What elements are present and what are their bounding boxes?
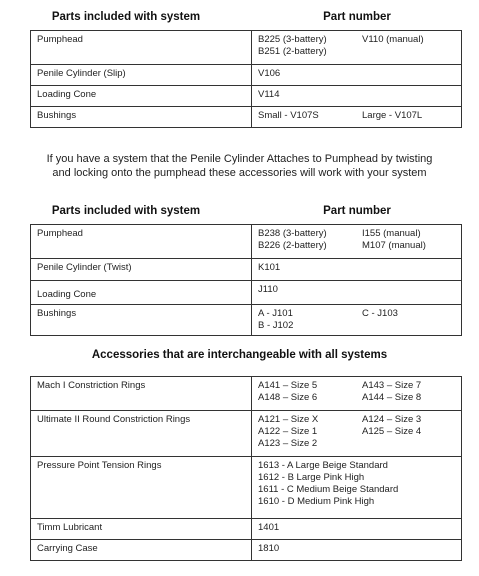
part-number: V114 xyxy=(252,86,357,107)
section2-header-part-number: Part number xyxy=(323,205,391,217)
part-number-alt: C - J103 xyxy=(356,305,462,336)
table-row xyxy=(31,305,462,336)
table-row xyxy=(31,225,462,259)
part-number: V106 xyxy=(252,65,357,86)
table-row xyxy=(31,377,462,411)
accessory-number: 1401 xyxy=(252,519,462,540)
part-name: Loading Cone xyxy=(31,281,252,305)
section1-table xyxy=(30,30,462,128)
part-number-alt: V110 (manual) xyxy=(356,31,462,65)
table-row xyxy=(31,86,462,107)
table-row xyxy=(31,31,462,65)
accessory-name: Ultimate II Round Constriction Rings xyxy=(31,411,252,457)
table-row xyxy=(31,519,462,540)
part-name: Pumphead xyxy=(31,225,252,259)
note-line: If you have a system that the Penile Cylinder Attaches to Pumphead by twisting xyxy=(46,153,433,165)
section2-header-parts: Parts included with system xyxy=(51,205,201,217)
part-name: Bushings xyxy=(31,305,252,336)
part-number: K101 xyxy=(252,259,357,281)
accessory-number: A121 – Size X A122 – Size 1 A123 – Size 2 xyxy=(252,411,357,457)
part-number-alt: I155 (manual) M107 (manual) xyxy=(356,225,462,259)
accessory-number-alt: A124 – Size 3 A125 – Size 4 xyxy=(356,411,462,457)
accessory-number: 1810 xyxy=(252,540,462,561)
note-line: and locking onto the pumphead these accessories will work with your system xyxy=(52,167,427,179)
table-row xyxy=(31,259,462,281)
part-name: Loading Cone xyxy=(31,86,252,107)
part-number-alt xyxy=(356,259,462,281)
section1-header-parts: Parts included with system xyxy=(51,11,201,23)
section2-table xyxy=(30,224,462,336)
part-number: Small - V107S xyxy=(252,107,357,128)
part-number: B225 (3-battery) B251 (2-battery) xyxy=(252,31,357,65)
part-number-alt xyxy=(356,281,462,305)
part-name: Pumphead xyxy=(31,31,252,65)
accessory-number: A141 – Size 5 A148 – Size 6 xyxy=(252,377,357,411)
accessory-name: Timm Lubricant xyxy=(31,519,252,540)
table-row xyxy=(31,65,462,86)
part-number: A - J101 B - J102 xyxy=(252,305,357,336)
accessory-name: Pressure Point Tension Rings xyxy=(31,457,252,519)
section3-header: Accessories that are interchangeable with all systems xyxy=(91,349,388,361)
part-name: Penile Cylinder (Twist) xyxy=(31,259,252,281)
part-name: Bushings xyxy=(31,107,252,128)
accessory-name: Mach I Constriction Rings xyxy=(31,377,252,411)
part-number-alt: Large - V107L xyxy=(356,107,462,128)
table-row xyxy=(31,107,462,128)
part-number: J110 xyxy=(252,281,357,305)
table-row xyxy=(31,457,462,519)
accessory-number: 1613 - A Large Beige Standard 1612 - B Large Pink High 1611 - C Medium Beige Standard 1610 - D Medium Pink High xyxy=(252,457,462,519)
part-number: B238 (3-battery) B226 (2-battery) xyxy=(252,225,357,259)
accessory-number-alt: A143 – Size 7 A144 – Size 8 xyxy=(356,377,462,411)
table-row xyxy=(31,411,462,457)
part-name: Penile Cylinder (Slip) xyxy=(31,65,252,86)
part-number-alt xyxy=(356,86,462,107)
part-number-alt xyxy=(356,65,462,86)
table-row xyxy=(31,540,462,561)
accessory-name: Carrying Case xyxy=(31,540,252,561)
section1-header-part-number: Part number xyxy=(323,11,391,23)
section3-table xyxy=(30,376,462,561)
table-row xyxy=(31,281,462,305)
twist-system-note xyxy=(0,152,479,180)
